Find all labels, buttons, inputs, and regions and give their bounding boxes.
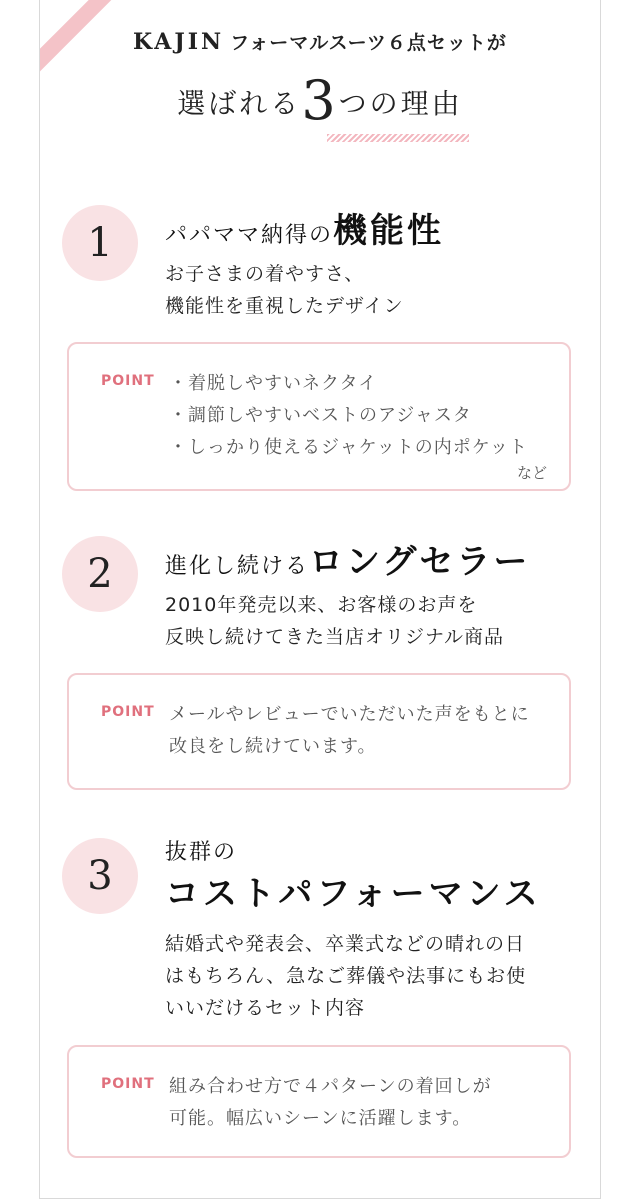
- point-text: [169, 699, 530, 763]
- reason-desc: [165, 928, 526, 1024]
- reason-title-em: コストパフォーマンス: [165, 874, 542, 914]
- reason-desc-line: お子さまの着やすさ、: [165, 263, 365, 285]
- point-box: [67, 1045, 571, 1158]
- point-label: POINT: [101, 704, 155, 720]
- point-line: 組み合わせ方で４パターンの着回しが: [169, 1076, 492, 1097]
- reason-desc-line: 結婚式や発表会、卒業式などの晴れの日: [165, 933, 526, 955]
- header: [40, 28, 600, 132]
- point-label: POINT: [101, 1076, 155, 1092]
- reason-desc-line: いいだけるセット内容: [165, 997, 366, 1019]
- point-label: POINT: [101, 373, 155, 389]
- point-text: [169, 1071, 492, 1135]
- reason-title-em: 機能性: [333, 211, 445, 251]
- point-line: 改良をし続けています。: [169, 736, 377, 757]
- point-line: 可能。幅広いシーンに活躍します。: [169, 1108, 472, 1129]
- reason-title-pre: 進化し続ける: [165, 554, 310, 579]
- title-underline: [327, 134, 468, 142]
- point-list: [169, 368, 528, 464]
- reason-desc-line: 反映し続けてきた当店オリジナル商品: [165, 626, 505, 648]
- content-frame: [39, 0, 601, 1199]
- reason-desc-line: 2010年発売以来、お客様のお声を: [165, 594, 478, 616]
- reason-number-circle: 3: [62, 838, 138, 914]
- reason-desc: [165, 258, 404, 322]
- point-box: [67, 673, 571, 790]
- point-item: ・着脱しやすいネクタイ: [169, 373, 378, 394]
- point-item: ・しっかり使えるジャケットの内ポケット: [169, 437, 528, 458]
- reason-title-em: ロングセラー: [309, 542, 531, 582]
- title-number: 3: [301, 69, 339, 132]
- header-line1: [40, 28, 600, 55]
- reason-desc: [165, 589, 504, 653]
- brand-name: KAJIN: [133, 29, 225, 55]
- reason-number-circle: 2: [62, 536, 138, 612]
- reason-title: [165, 534, 530, 583]
- point-item: ・調節しやすいベストのアジャスタ: [169, 405, 472, 426]
- reason-desc-line: 機能性を重視したデザイン: [165, 295, 404, 317]
- header-line1-text: フォーマルスーツ６点セットが: [230, 32, 507, 54]
- page-title: [40, 69, 600, 132]
- reason-title-pre: パパママ納得の: [165, 223, 334, 248]
- title-pre: 選ばれる: [177, 87, 302, 120]
- reason-title-pre: 抜群の: [165, 840, 238, 865]
- point-line: メールやレビューでいただいた声をもとに: [169, 704, 530, 725]
- reason-title: [165, 203, 444, 252]
- reason-number-circle: 1: [62, 205, 138, 281]
- point-box: [67, 342, 571, 491]
- title-post: つの理由: [338, 87, 463, 120]
- point-suffix: など: [516, 464, 547, 482]
- reason-desc-line: はもちろん、急なご葬儀や法事にもお使: [165, 965, 527, 987]
